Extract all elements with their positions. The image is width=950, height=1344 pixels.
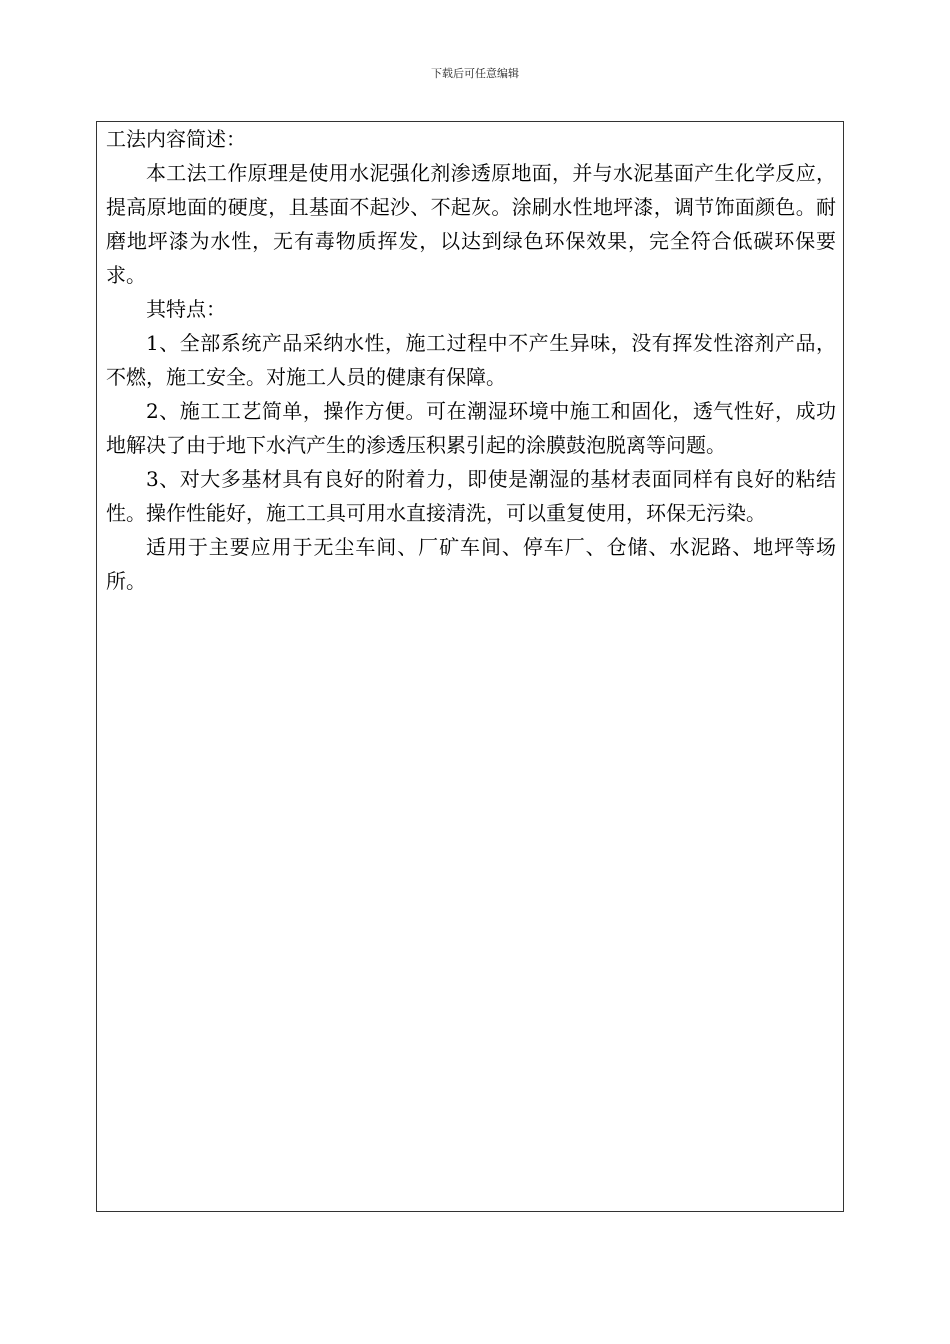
content-body <box>106 122 836 598</box>
paragraph-feature-2: 2、施工工艺简单，操作方便。可在潮湿环境中施工和固化，透气性好，成功地解决了由于地下水汽产生的渗透压积累引起的涂膜鼓泡脱离等问题。 <box>106 399 836 457</box>
section-title: 工法内容简述： <box>106 127 246 151</box>
paragraph-feature-3: 3、对大多基材具有良好的附着力，即使是潮湿的基材表面同样有良好的粘结性。操作性能好，施工工具可用水直接清洗，可以重复使用，环保无污染。 <box>106 467 836 525</box>
page-header: 下载后可任意编辑 <box>431 67 519 80</box>
paragraph-principle: 本工法工作原理是使用水泥强化剂渗透原地面，并与水泥基面产生化学反应，提高原地面的硬度，且基面不起沙、不起灰。涂刷水性地坪漆，调节饰面颜色。耐磨地坪漆为水性，无有毒物质挥发，以达到绿色环保效果，完全符合低碳环保要求。 <box>106 161 836 287</box>
paragraph-features-heading: 其特点： <box>146 297 226 321</box>
paragraph-application: 适用于主要应用于无尘车间、厂矿车间、停车厂、仓储、水泥路、地坪等场所。 <box>106 535 836 593</box>
content-box <box>96 121 844 1212</box>
paragraph-feature-1: 1、全部系统产品采纳水性，施工过程中不产生异味，没有挥发性溶剂产品，不燃，施工安全。对施工人员的健康有保障。 <box>106 331 836 389</box>
